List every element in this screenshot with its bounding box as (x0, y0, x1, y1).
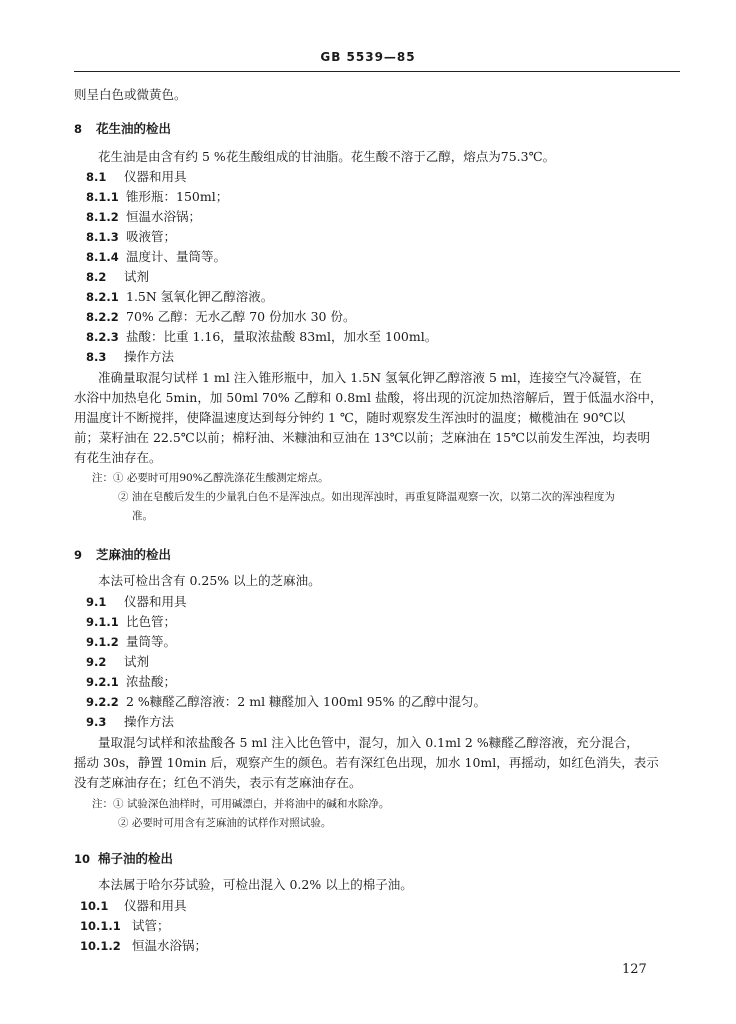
clause-number: 8.1.4 (86, 250, 119, 264)
section-heading-10 (74, 850, 173, 868)
clause-number: 10.1 (80, 899, 109, 913)
clause-text: 仪器和用具 (124, 898, 187, 913)
clause-number: 9.2.1 (86, 675, 119, 689)
clause-8-1-3 (86, 228, 176, 246)
section-heading-8 (74, 120, 171, 138)
clause-text: 量筒等。 (126, 634, 177, 649)
paragraph-line: 用温度计不断搅拌，使降温速度达到每分钟约 1 ℃，随时观察发生浑浊时的温度；橄榄油在 90℃以 (74, 410, 626, 425)
clause-number: 8.1.3 (86, 230, 119, 244)
clause-text: 仪器和用具 (124, 169, 187, 184)
clause-text: 2 %糠醛乙醇溶液：2 ml 糠醛加入 100ml 95% 的乙醇中混匀。 (126, 694, 486, 709)
section-title: 棉子油的检出 (98, 851, 174, 866)
clause-8-1-1 (86, 188, 228, 206)
paragraph-line: 摇动 30s，静置 10min 后，观察产生的颜色。若有深红色出现，加水 10ml，再摇动，如红色消失，表示 (74, 755, 659, 770)
clause-9-3 (86, 713, 174, 731)
clause-text: 试剂 (124, 654, 150, 669)
clause-text: 恒温水浴锅； (132, 938, 208, 953)
clause-number: 10.1.2 (80, 939, 121, 953)
clause-number: 9.1.1 (86, 615, 119, 629)
clause-number: 9.2.2 (86, 695, 119, 709)
clause-text: 试剂 (124, 269, 150, 284)
clause-text: 浓盐酸； (126, 674, 177, 689)
note-line: 注：① 试验深色油样时，可用碱漂白，并将油中的碱和水除净。 (92, 798, 390, 810)
clause-9-1-2 (86, 633, 176, 651)
paragraph: 花生油是由含有约 5 %花生酸组成的甘油脂。花生酸不溶于乙醇，熔点为75.3℃。 (98, 149, 556, 164)
clause-8-2 (86, 268, 149, 286)
clause-number: 8.2.1 (86, 290, 119, 304)
paragraph-line: 水浴中加热皂化 5min，加 50ml 70% 乙醇和 0.8ml 盐酸，将出现的沉淀加热溶解后，置于低温水浴中， (74, 390, 663, 405)
clause-10-1-2 (80, 937, 207, 955)
paragraph-line: 准确量取混匀试样 1 ml 注入锥形瓶中，加入 1.5N 氢氧化钾乙醇溶液 5 ml，连接空气冷凝管，在 (98, 370, 642, 385)
clause-number: 8.1.1 (86, 190, 119, 204)
paragraph-line: 前；菜籽油在 22.5℃以前；棉籽油、米糠油和豆油在 13℃以前；芝麻油在 15℃以前发生浑浊，均表明 (74, 430, 651, 445)
clause-9-2-1 (86, 673, 176, 691)
section-number: 9 (74, 548, 83, 562)
section-heading-9 (74, 546, 171, 564)
note-line: ② 必要时可用含有芝麻油的试样作对照试验。 (118, 817, 332, 829)
clause-number: 8.1 (86, 170, 107, 184)
clause-8-2-2 (86, 308, 355, 326)
clause-8-1-2 (86, 208, 201, 226)
page-number: 127 (622, 962, 647, 977)
standard-code-header: GB 5539—85 (320, 50, 416, 64)
paragraph-line: 有花生油存在。 (74, 450, 162, 465)
clause-9-2-2 (86, 693, 486, 711)
note-line: ② 油在皂酸后发生的少量乳白色不是浑浊点。如出现浑浊时，再重复降温观察一次，以第二次的浑浊程度为 (118, 491, 615, 503)
clause-8-1 (86, 168, 187, 186)
paragraph-line: 没有芝麻油存在；红色不消失，表示有芝麻油存在。 (74, 775, 362, 790)
section-number: 8 (74, 122, 83, 136)
clause-number: 8.3 (86, 350, 107, 364)
section-title: 花生油的检出 (96, 121, 172, 136)
clause-8-3 (86, 348, 174, 366)
text-line: 则呈白色或微黄色。 (74, 87, 187, 102)
clause-text: 试管； (132, 918, 170, 933)
clause-text: 70% 乙醇：无水乙醇 70 份加水 30 份。 (126, 309, 356, 324)
clause-9-1 (86, 593, 187, 611)
clause-10-1 (80, 897, 187, 915)
clause-text: 温度计、量筒等。 (126, 249, 227, 264)
clause-text: 操作方法 (124, 349, 175, 364)
clause-text: 操作方法 (124, 714, 175, 729)
clause-8-2-1 (86, 288, 273, 306)
clause-8-1-4 (86, 248, 226, 266)
clause-number: 8.2.2 (86, 310, 119, 324)
note-line: 准。 (132, 510, 153, 522)
clause-number: 9.1.2 (86, 635, 119, 649)
clause-number: 8.2.3 (86, 330, 119, 344)
clause-number: 9.2 (86, 655, 107, 669)
paragraph-line: 量取混匀试样和浓盐酸各 5 ml 注入比色管中，混匀，加入 0.1ml 2 %糠醛乙醇溶液，充分混合， (98, 735, 639, 750)
paragraph: 本法属于哈尔芬试验，可检出混入 0.2% 以上的棉子油。 (98, 877, 413, 892)
section-title: 芝麻油的检出 (96, 547, 172, 562)
clause-text: 锥形瓶：150ml； (126, 189, 229, 204)
clause-text: 1.5N 氢氧化钾乙醇溶液。 (126, 289, 274, 304)
clause-number: 9.1 (86, 595, 107, 609)
clause-number: 10.1.1 (80, 919, 121, 933)
clause-text: 盐酸：比重 1.16，量取浓盐酸 83ml，加水至 100ml。 (126, 329, 438, 344)
clause-number: 8.2 (86, 270, 107, 284)
clause-9-2 (86, 653, 149, 671)
paragraph: 本法可检出含有 0.25% 以上的芝麻油。 (98, 573, 321, 588)
clause-9-1-1 (86, 613, 176, 631)
clause-text: 恒温水浴锅； (126, 209, 202, 224)
clause-text: 仪器和用具 (124, 594, 187, 609)
clause-text: 比色管； (126, 614, 177, 629)
clause-10-1-1 (80, 917, 170, 935)
clause-8-2-3 (86, 328, 437, 346)
note-line: 注：① 必要时可用90%乙醇洗涤花生酸测定熔点。 (92, 472, 329, 484)
section-number: 10 (74, 852, 91, 866)
clause-text: 吸液管； (126, 229, 177, 244)
clause-number: 9.3 (86, 715, 107, 729)
clause-number: 8.1.2 (86, 210, 119, 224)
header-rule (74, 71, 680, 72)
